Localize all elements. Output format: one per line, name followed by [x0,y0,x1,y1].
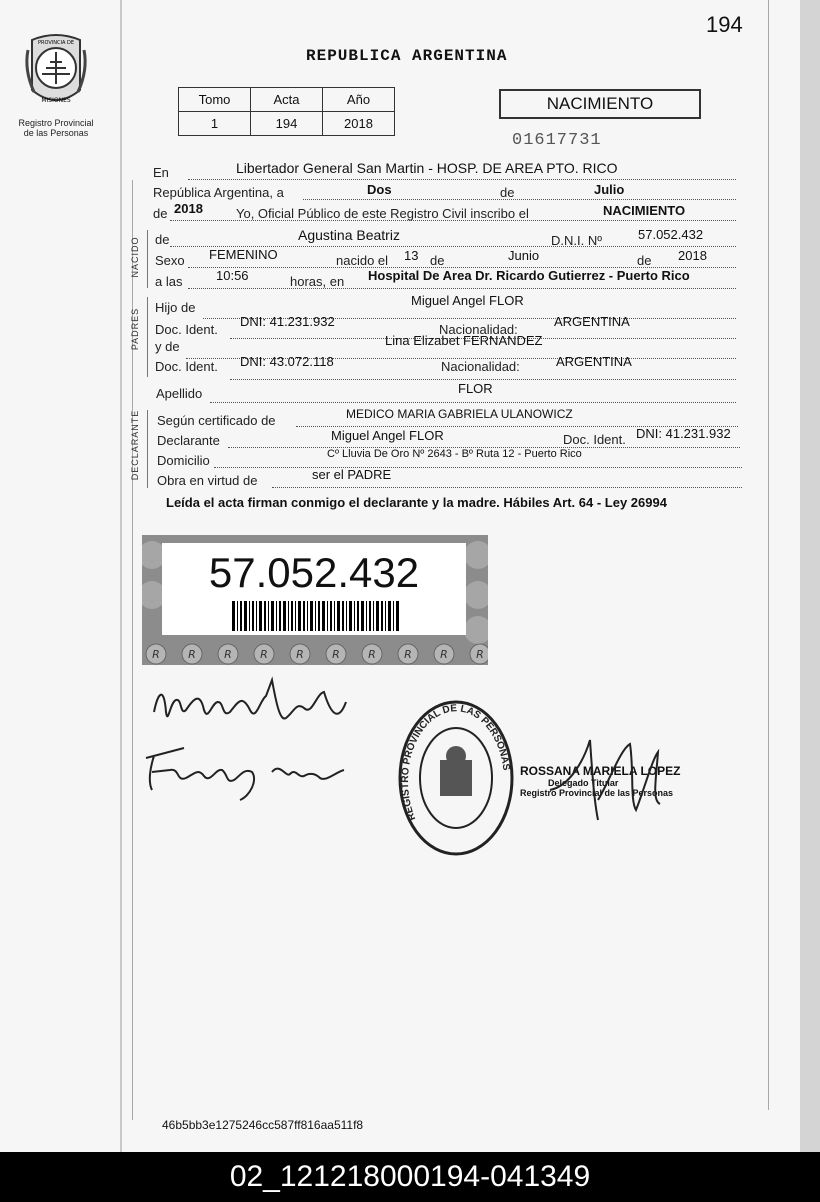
emblem-text-top: PROVINCIA DE [38,40,74,46]
coin-letter: R [440,648,448,661]
child-dni: 57.052.432 [638,227,704,242]
father-name: Miguel Angel FLOR [411,293,524,308]
label-de-2: de [153,206,168,221]
side-label-nacido: NACIDO [130,236,140,278]
label-dni: D.N.I. Nº [551,233,602,248]
page-edge [800,0,820,1152]
coin-letter: R [296,648,304,661]
birth-month: Junio [508,248,540,263]
mother-name: Lina Elizabet FERNANDEZ [385,333,543,348]
value-tomo: 1 [179,112,251,136]
label-horas: horas, en [290,274,345,289]
birth-day: 13 [404,248,419,263]
label-apellido: Apellido [156,386,203,401]
side-label-declarante: DECLARANTE [130,409,140,481]
coin-letter: R [260,648,268,661]
label-declarante: Declarante [157,433,220,448]
page-number: 194 [706,12,743,37]
sex-value: FEMENINO [209,247,278,262]
birth-year: 2018 [678,248,707,263]
closing-note: Leída el acta firman conmigo el declarante y la madre. Hábiles Art. 64 - Ley 26994 [166,495,667,510]
label-de-3: de [430,253,445,268]
label-domicilio: Domicilio [157,453,210,468]
father-doc: DNI: 41.231.932 [240,314,335,329]
right-margin-line [768,0,769,1110]
birth-time: 10:56 [216,268,249,283]
label-docident-3: Doc. Ident. [563,432,626,447]
registry-line-2: de las Personas [23,128,89,138]
emblem-text-bottom: MISIONES [41,97,71,104]
value-acta: 194 [251,112,323,136]
label-de-1: de [500,185,515,200]
coin-row [142,643,488,665]
label-republica: República Argentina, a [153,185,284,200]
section-bracket [147,297,148,377]
registry-line-1: Registro Provincial [18,118,94,128]
label-docident-2: Doc. Ident. [155,359,218,374]
record-type-box: NACIMIENTO [499,89,701,119]
registry-name [4,118,108,138]
label-docident: Doc. Ident. [155,322,218,337]
barcode [232,601,400,631]
label-yde: y de [155,339,180,354]
year-value: 2018 [174,201,203,216]
signature-father [146,672,356,742]
month-value: Julio [594,182,625,197]
label-segun: Según certificado de [157,413,276,428]
label-nacido: nacido el [336,253,389,268]
mother-nationality: ARGENTINA [556,354,632,369]
official-office: Registro Provincial de las Personas [520,788,674,798]
book-reference-table [178,87,395,136]
margin-line [120,0,122,1152]
value-anio: 2018 [323,112,395,136]
child-name: Agustina Beatriz [298,227,400,243]
header-anio: Año [323,88,395,112]
place-value: Libertador General San Martin - HOSP. DE AREA PTO. RICO [236,160,618,176]
label-de-4: de [637,253,652,268]
label-obra: Obra en virtud de [157,473,258,488]
seal-text: REGISTRO PROVINCIAL DE LAS PERSONAS [399,703,512,823]
serial-number: 01617731 [512,131,602,150]
official-role: Delegado Titular [548,778,619,788]
country-title: REPUBLICA ARGENTINA [306,47,508,65]
side-label-padres: PADRES [130,307,140,351]
label-nacionalidad: Nacionalidad: [439,322,518,337]
surname-value: FLOR [458,381,493,396]
birth-hospital: Hospital De Area Dr. Ricardo Gutierrez - Puerto Rico [368,268,690,283]
official-signature [540,730,680,830]
by-virtue-value: ser el PADRE [312,467,392,482]
mother-doc: DNI: 43.072.118 [240,354,334,369]
label-sexo: Sexo [155,253,185,268]
father-nationality: ARGENTINA [554,314,630,329]
section-bracket [147,410,148,488]
certificate-value: MEDICO MARIA GABRIELA ULANOWICZ [346,407,573,421]
label-alas: a las [155,274,183,289]
coin-letter: R [476,648,484,661]
coin-letter: R [404,648,412,661]
header-acta: Acta [251,88,323,112]
sticker-label [162,543,466,635]
label-nacionalidad-2: Nacionalidad: [441,359,520,374]
section-bracket [147,230,148,288]
official-seal [396,698,516,858]
coin-letter: R [224,648,232,661]
signature-mother [140,738,360,808]
coin-letter: R [332,648,340,661]
province-emblem [22,30,90,112]
official-name: ROSSANA MARIELA LOPEZ [520,764,681,778]
coin-letter: R [152,648,160,661]
coin-letter: R [188,648,196,661]
day-value: Dos [367,182,392,197]
act-value: NACIMIENTO [603,203,686,218]
header-tomo: Tomo [179,88,251,112]
label-en: En [153,165,169,180]
declarant-address: Cº Lluvia De Oro Nº 2643 - Bº Ruta 12 - Puerto Rico [327,448,582,460]
label-de-name: de [155,232,170,247]
coin-letter: R [368,648,376,661]
footer-code: 02_121218000194-041349 [0,1152,820,1202]
label-yo: Yo, Oficial Público de este Registro Civil inscribo el [236,206,529,221]
dni-sticker [142,535,488,665]
declarant-name: Miguel Angel FLOR [331,428,444,443]
declarant-doc: DNI: 41.231.932 [636,426,731,441]
document-hash: 46b5bb3e1275246cc587ff816aa511f8 [162,1118,364,1132]
label-hijo: Hijo de [155,300,196,315]
sticker-dni-number: 57.052.432 [208,549,420,596]
